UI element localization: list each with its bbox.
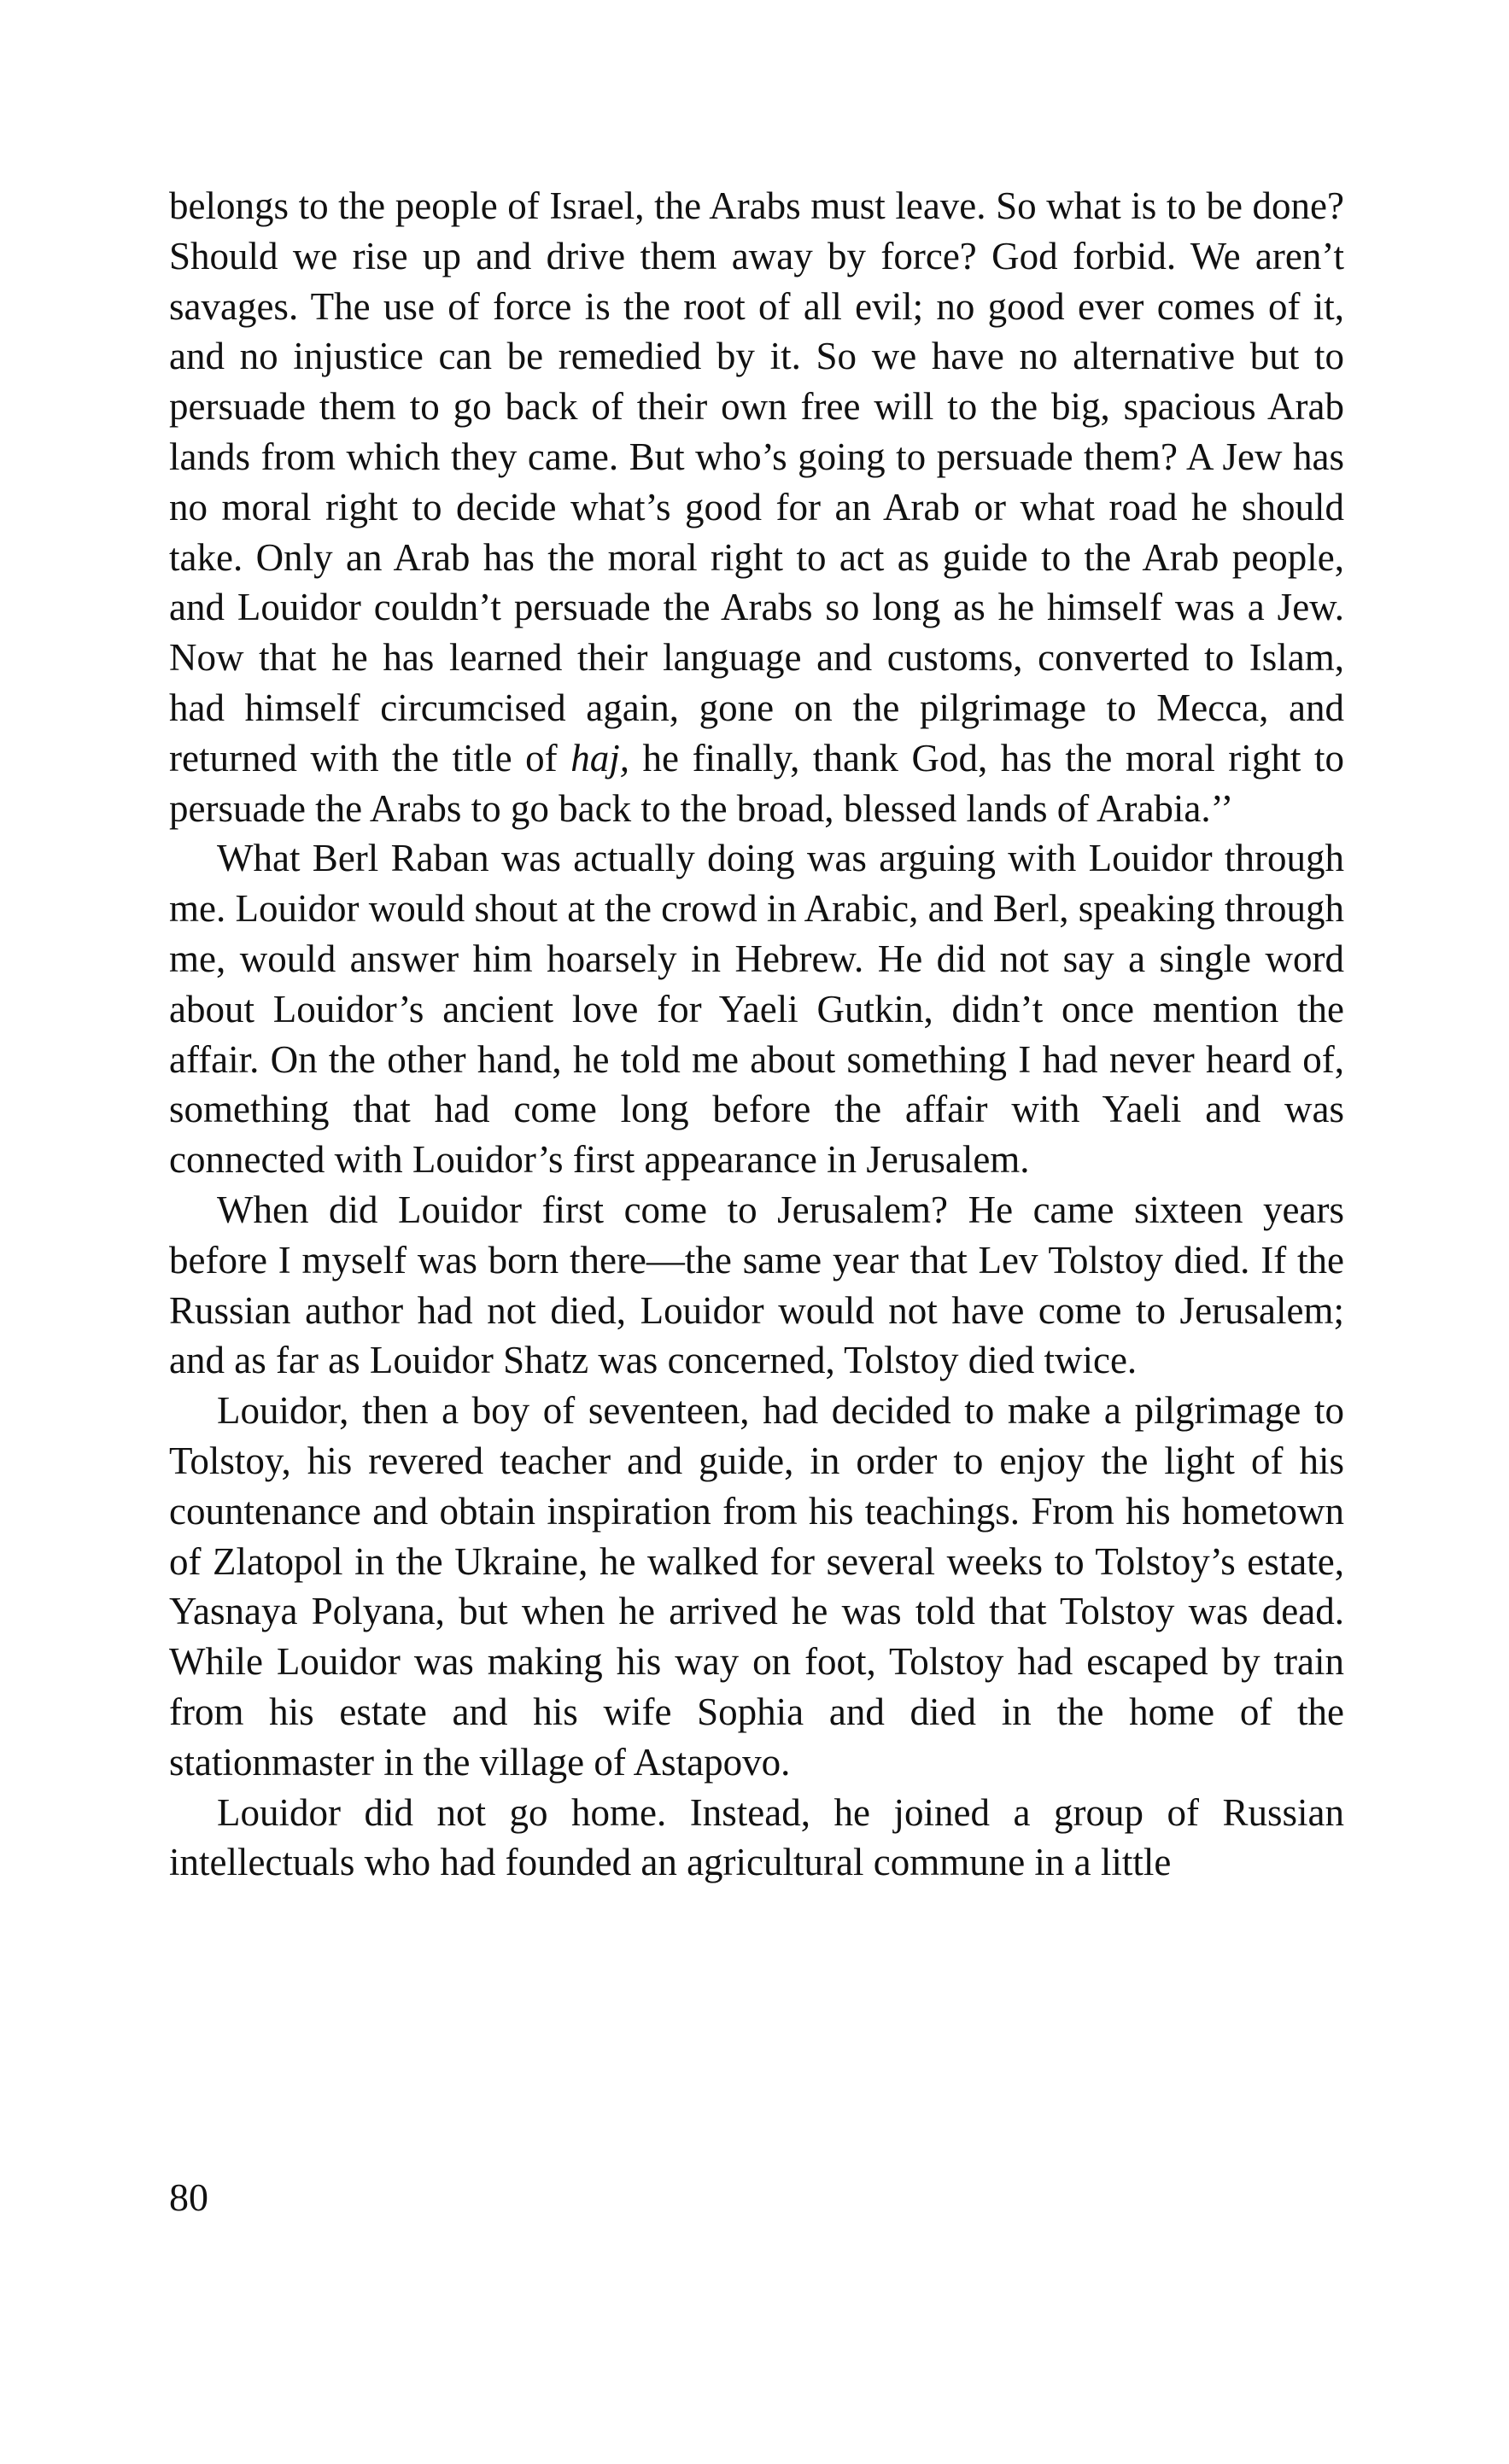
paragraph-1: [169, 181, 1344, 833]
paragraph-1-text-end: he finally, thank God, has the moral right to persuade the Arabs to go back to the broad, blessed lands of Arabia.’’: [169, 736, 1344, 830]
paragraph-1-italic-term: haj,: [570, 736, 629, 779]
paragraph-5: Louidor did not go home. Instead, he joined a group of Russian intellectuals who had founded an agricultural commune in a little: [169, 1790, 1344, 1884]
paragraph-4: Louidor, then a boy of seventeen, had decided to make a pilgrimage to Tolstoy, his revered teacher and guide, in order to enjoy the light of his countenance and obtain inspiration from his teachings. From his hometown of Zlatopol in the Ukraine, he walked for several weeks to Tolstoy’s estate, Yasnaya Polyana, but when he arrived he was told that Tolstoy was dead. While Louidor was making his way on foot, Tolstoy had escaped by train from his estate and his wife Sophia and died in the home of the stationmaster in the village of Astapovo.: [169, 1389, 1344, 1784]
paragraph-1-text: belongs to the people of Israel, the Arabs must leave. So what is to be done? Should we rise up and drive them away by force? God forbid. We aren’t savages. The use of force is the root of all evil; no good ever comes of it, and no injustice can be remedied by it. So we have no alternative but to persuade them to go back of their own free will to the big, spacious Arab lands from which they came. But who’s going to persuade them? A Jew has no moral right to decide what’s good for an Arab or what road he should take. Only an Arab has the moral right to act as guide to the Arab people, and Louidor couldn’t persuade the Arabs so long as he himself was a Jew. Now that he has learned their language and customs, converted to Islam, had himself circumcised again, gone on the pilgrimage to Mecca, and returned with the title of: [169, 184, 1344, 779]
body-text: [169, 181, 1344, 1888]
paragraph-3: When did Louidor first come to Jerusalem? He came sixteen years before I myself was born there—the same year that Lev Tolstoy died. If the Russian author had not died, Louidor would not have come to Jerusalem; and as far as Louidor Shatz was concerned, Tolstoy died twice.: [169, 1188, 1344, 1382]
page-number: 80: [169, 2175, 208, 2219]
paragraph-2: What Berl Raban was actually doing was arguing with Louidor through me. Louidor would shout at the crowd in Arabic, and Berl, speaking through me, would answer him hoarsely in Hebrew. He did not say a single word about Louidor’s ancient love for Yaeli Gutkin, didn’t once mention the affair. On the other hand, he told me about something I had never heard of, something that had come long before the affair with Yaeli and was connected with Louidor’s first appearance in Jerusalem.: [169, 837, 1344, 1182]
